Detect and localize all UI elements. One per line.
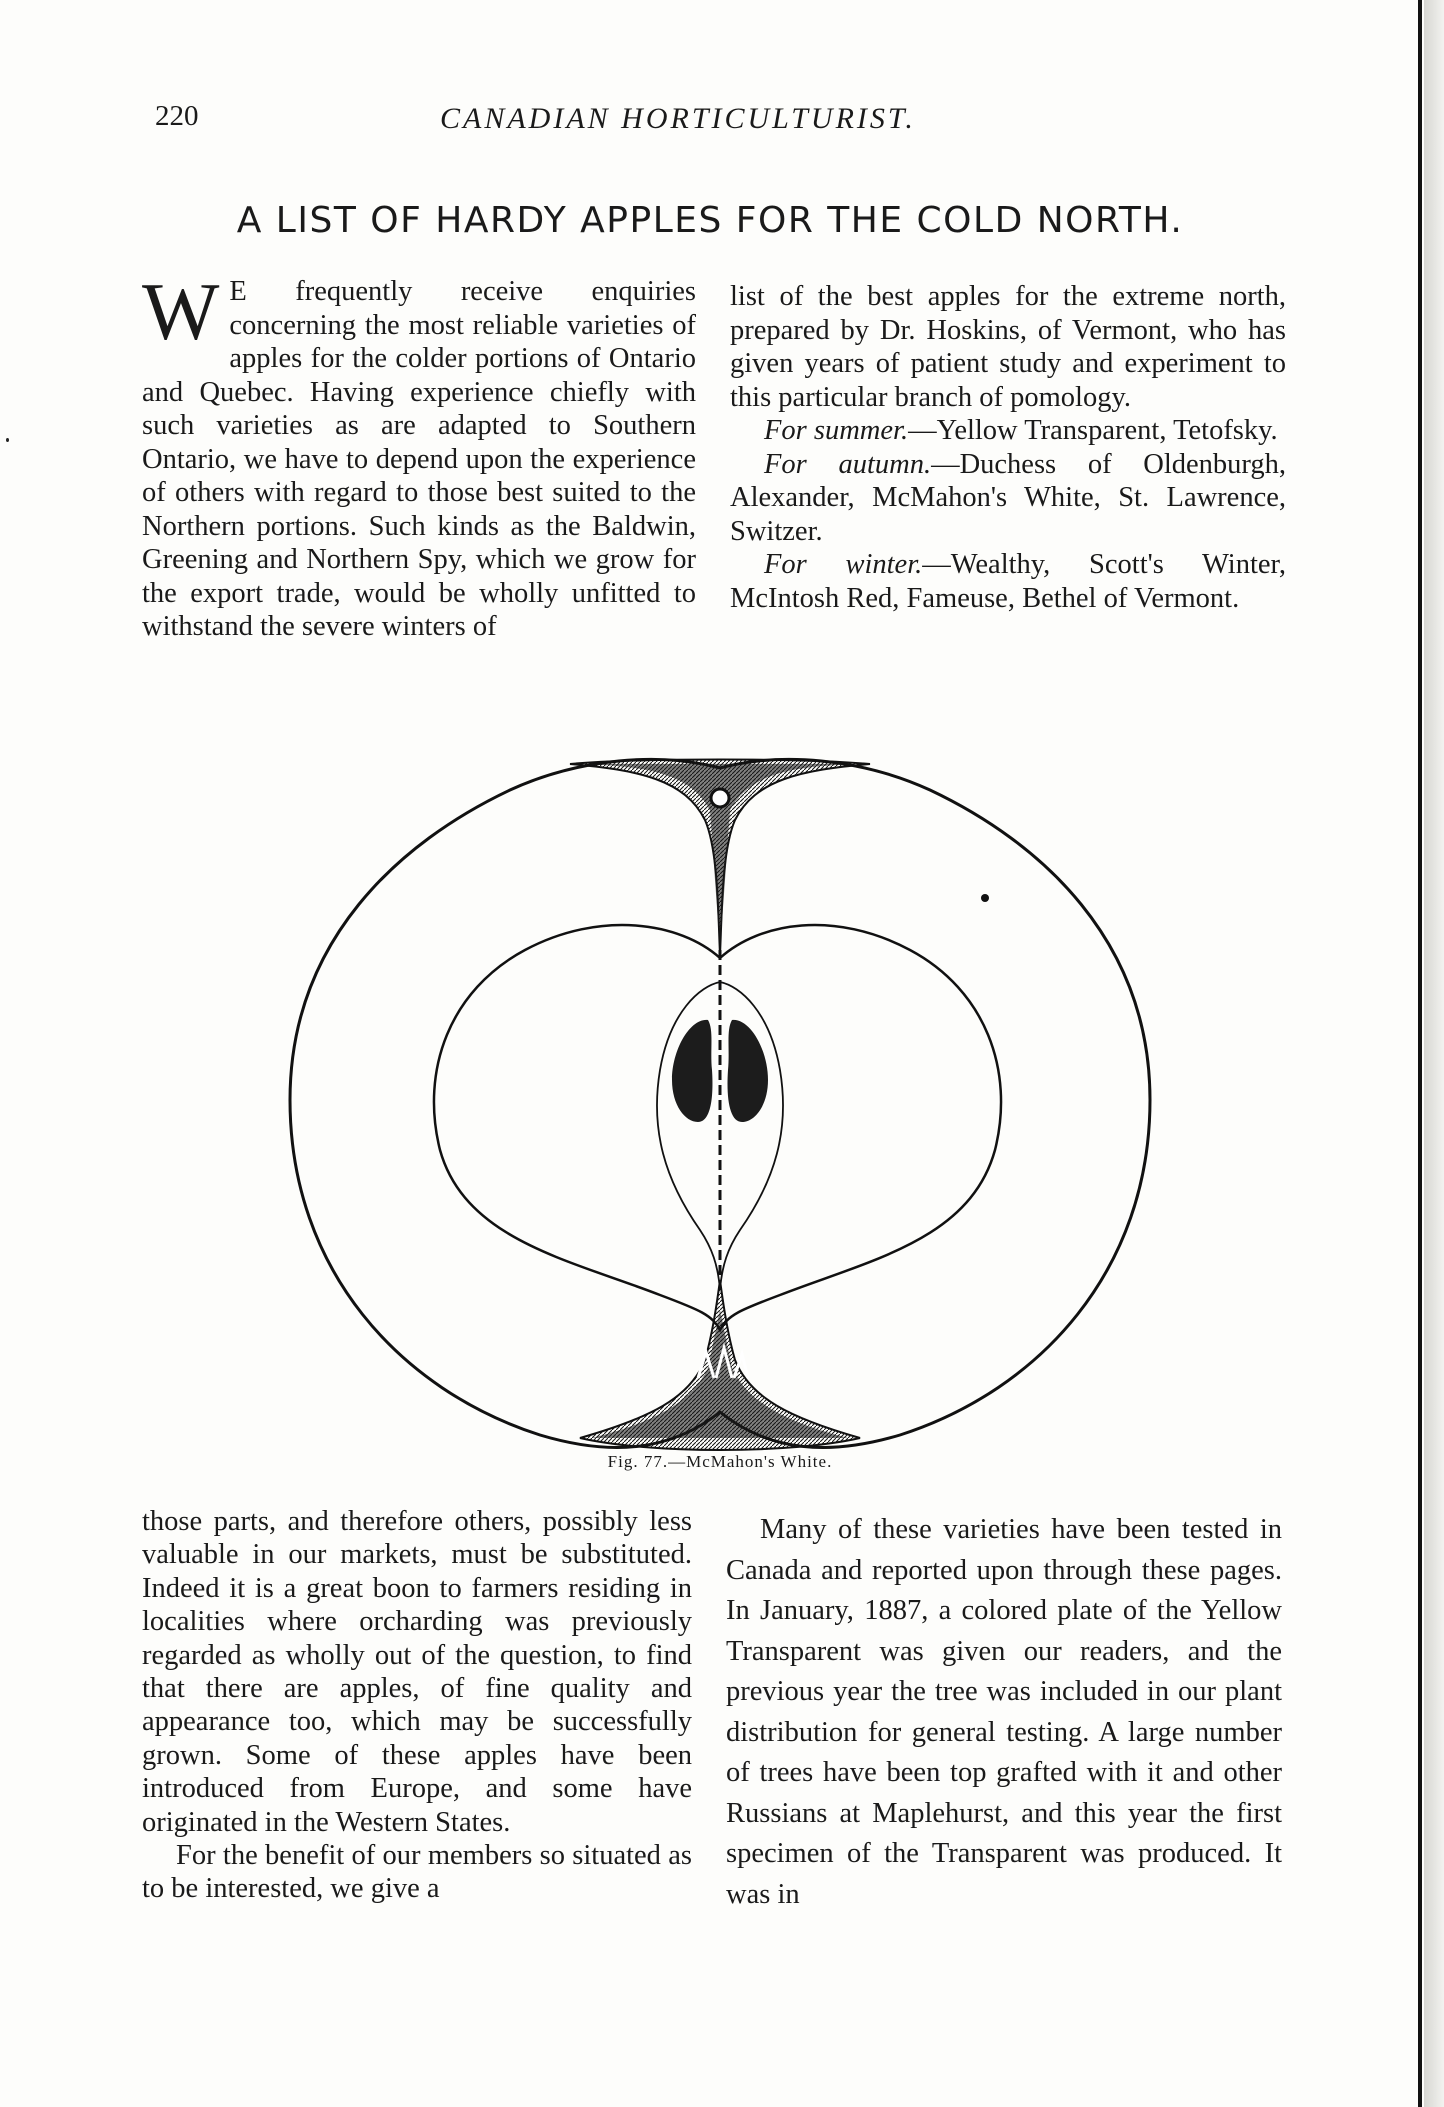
paragraph: For the benefit of our members so situated as to be interested, we give a bbox=[142, 1840, 692, 1905]
paragraph: those parts, and therefore others, possibly less valuable in our markets, must be substituted. Indeed it is a great boon to farmers residing in localities where orcharding was previously regarded as wholly out of the question, to find that there are apples, of fine quality and appearance too, which may be successfully grown. Some of these apples have been introduced from Europe, and some have originated in the Western States. bbox=[142, 1506, 692, 1838]
seed-left bbox=[672, 1020, 712, 1122]
column-bottom-right bbox=[726, 1510, 1282, 1915]
list-text-autumn: —Duchess of Oldenburgh, Alexander, McMahon's White, St. Lawrence, Switzer. bbox=[730, 448, 1286, 547]
list-label-summer: For summer. bbox=[764, 415, 909, 446]
column-top-left bbox=[142, 266, 696, 644]
journal-title: CANADIAN HORTICULTURIST. bbox=[440, 102, 916, 135]
paragraph bbox=[142, 266, 696, 644]
list-text-winter: —Wealthy, Scott's Winter, McIntosh Red, Fameuse, Bethel of Vermont. bbox=[730, 549, 1287, 614]
page-number: 220 bbox=[155, 100, 199, 132]
paragraph: Many of these varieties have been tested in Canada and reported upon through these pages. In January, 1887, a colored plate of the Yellow Transparent was given our readers, and the previous year the tree was included in our plant distribution for general testing. A large number of trees have been top grafted with it and other Russians at Maplehurst, and this year the first specimen of the Transparent was produced. It was in bbox=[726, 1514, 1282, 1910]
list-summer bbox=[730, 414, 1286, 448]
apple-cross-section-figure bbox=[280, 750, 1160, 1470]
drop-cap: W bbox=[142, 266, 220, 357]
list-label-winter: For winter. bbox=[764, 549, 923, 580]
stem bbox=[711, 789, 729, 807]
paragraph: list of the best apples for the extreme north, prepared by Dr. Hoskins, of Vermont, who has given years of patient study and experiment to this particular branch of pomology. bbox=[730, 281, 1286, 413]
list-text-summer: —Yellow Transparent, Tetofsky. bbox=[908, 415, 1278, 446]
article-title: A LIST OF HARDY APPLES FOR THE COLD NORTH. bbox=[236, 200, 1184, 241]
list-winter bbox=[730, 548, 1286, 615]
figure-caption: Fig. 77.—McMahon's White. bbox=[607, 1452, 833, 1471]
list-autumn bbox=[730, 448, 1286, 549]
column-top-right bbox=[730, 280, 1286, 615]
page-edge-shadow bbox=[1424, 0, 1444, 2107]
paragraph-text: E frequently receive enquiries concerning the most reliable varieties of apples for the colder portions of Ontario and Quebec. Having experience chiefly with such varieties as are adapted to Southern Ontario, we have to depend upon the experience of others with regard to those best suited to the Northern portions. Such kinds as the Baldwin, Greening and Northern Spy, which we grow for the export trade, would be wholly unfitted to withstand the severe winters of bbox=[142, 276, 696, 642]
running-head bbox=[155, 100, 1285, 140]
page-edge-rule bbox=[1418, 0, 1422, 2107]
list-label-autumn: For autumn. bbox=[764, 448, 932, 480]
seed-right bbox=[728, 1020, 768, 1122]
apple-illustration bbox=[280, 750, 1160, 1470]
column-bottom-left bbox=[142, 1505, 692, 1906]
